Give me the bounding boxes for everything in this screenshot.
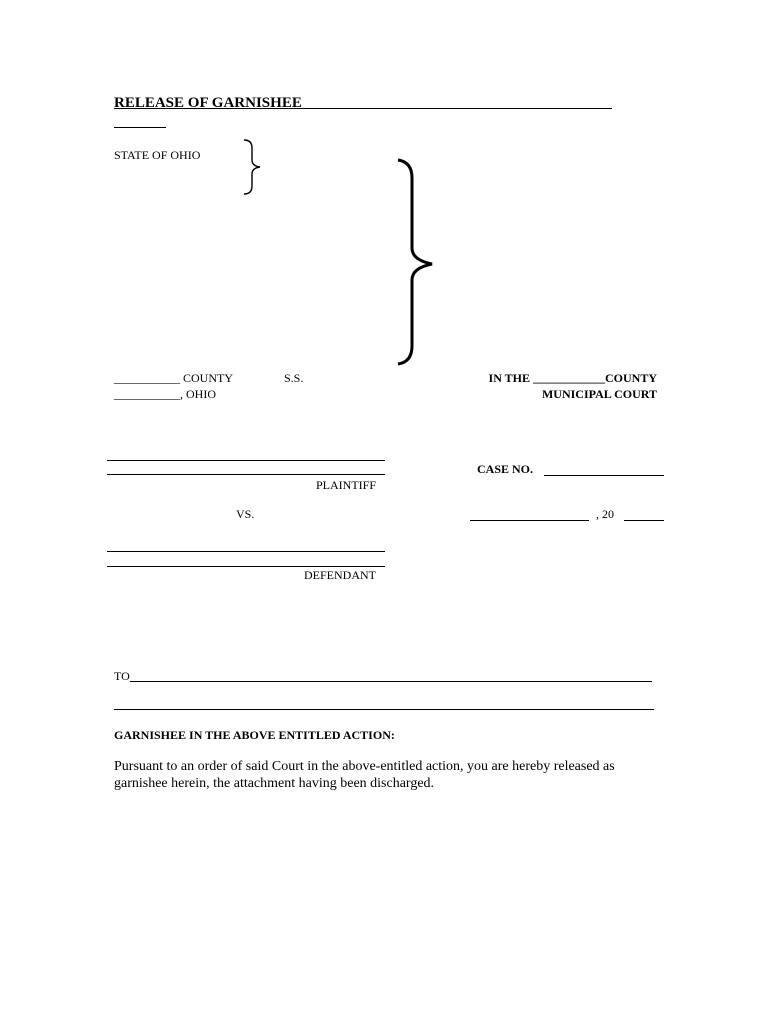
to-label: TO	[114, 669, 130, 683]
plaintiff-line-2	[107, 474, 385, 475]
plaintiff-label: PLAINTIFF	[316, 478, 377, 492]
defendant-label: DEFENDANT	[304, 568, 376, 582]
court-line-2: MUNICIPAL COURT	[541, 387, 657, 401]
garnishee-heading: GARNISHEE IN THE ABOVE ENTITLED ACTION:	[114, 728, 395, 742]
state-label: STATE OF OHIO	[114, 148, 201, 162]
defendant-line-2	[107, 566, 385, 567]
county-line: ___________ COUNTY	[114, 371, 233, 385]
plaintiff-line-1	[107, 460, 385, 461]
body-paragraph: Pursuant to an order of said Court in the above-entitled action, you are hereby released as garnishee herein, the attachment having been discharged.	[114, 759, 615, 791]
large-brace	[392, 156, 442, 371]
case-number-line	[544, 475, 664, 476]
ss-label: S.S.	[284, 371, 304, 385]
year-prefix: , 20	[596, 507, 614, 521]
court-line-1: IN THE ____________COUNTY	[488, 371, 657, 385]
title-underline	[114, 108, 612, 109]
case-number-label: CASE NO.	[477, 462, 534, 476]
document-title: RELEASE OF GARNISHEE	[114, 95, 302, 111]
ohio-line: ___________, OHIO	[114, 387, 216, 401]
year-line	[624, 520, 664, 521]
to-line	[130, 681, 652, 682]
defendant-line-1	[107, 551, 385, 552]
short-rule	[114, 127, 166, 128]
date-line	[470, 520, 589, 521]
small-brace	[240, 138, 270, 198]
address-line	[114, 709, 654, 710]
vs-label: VS.	[236, 507, 255, 521]
